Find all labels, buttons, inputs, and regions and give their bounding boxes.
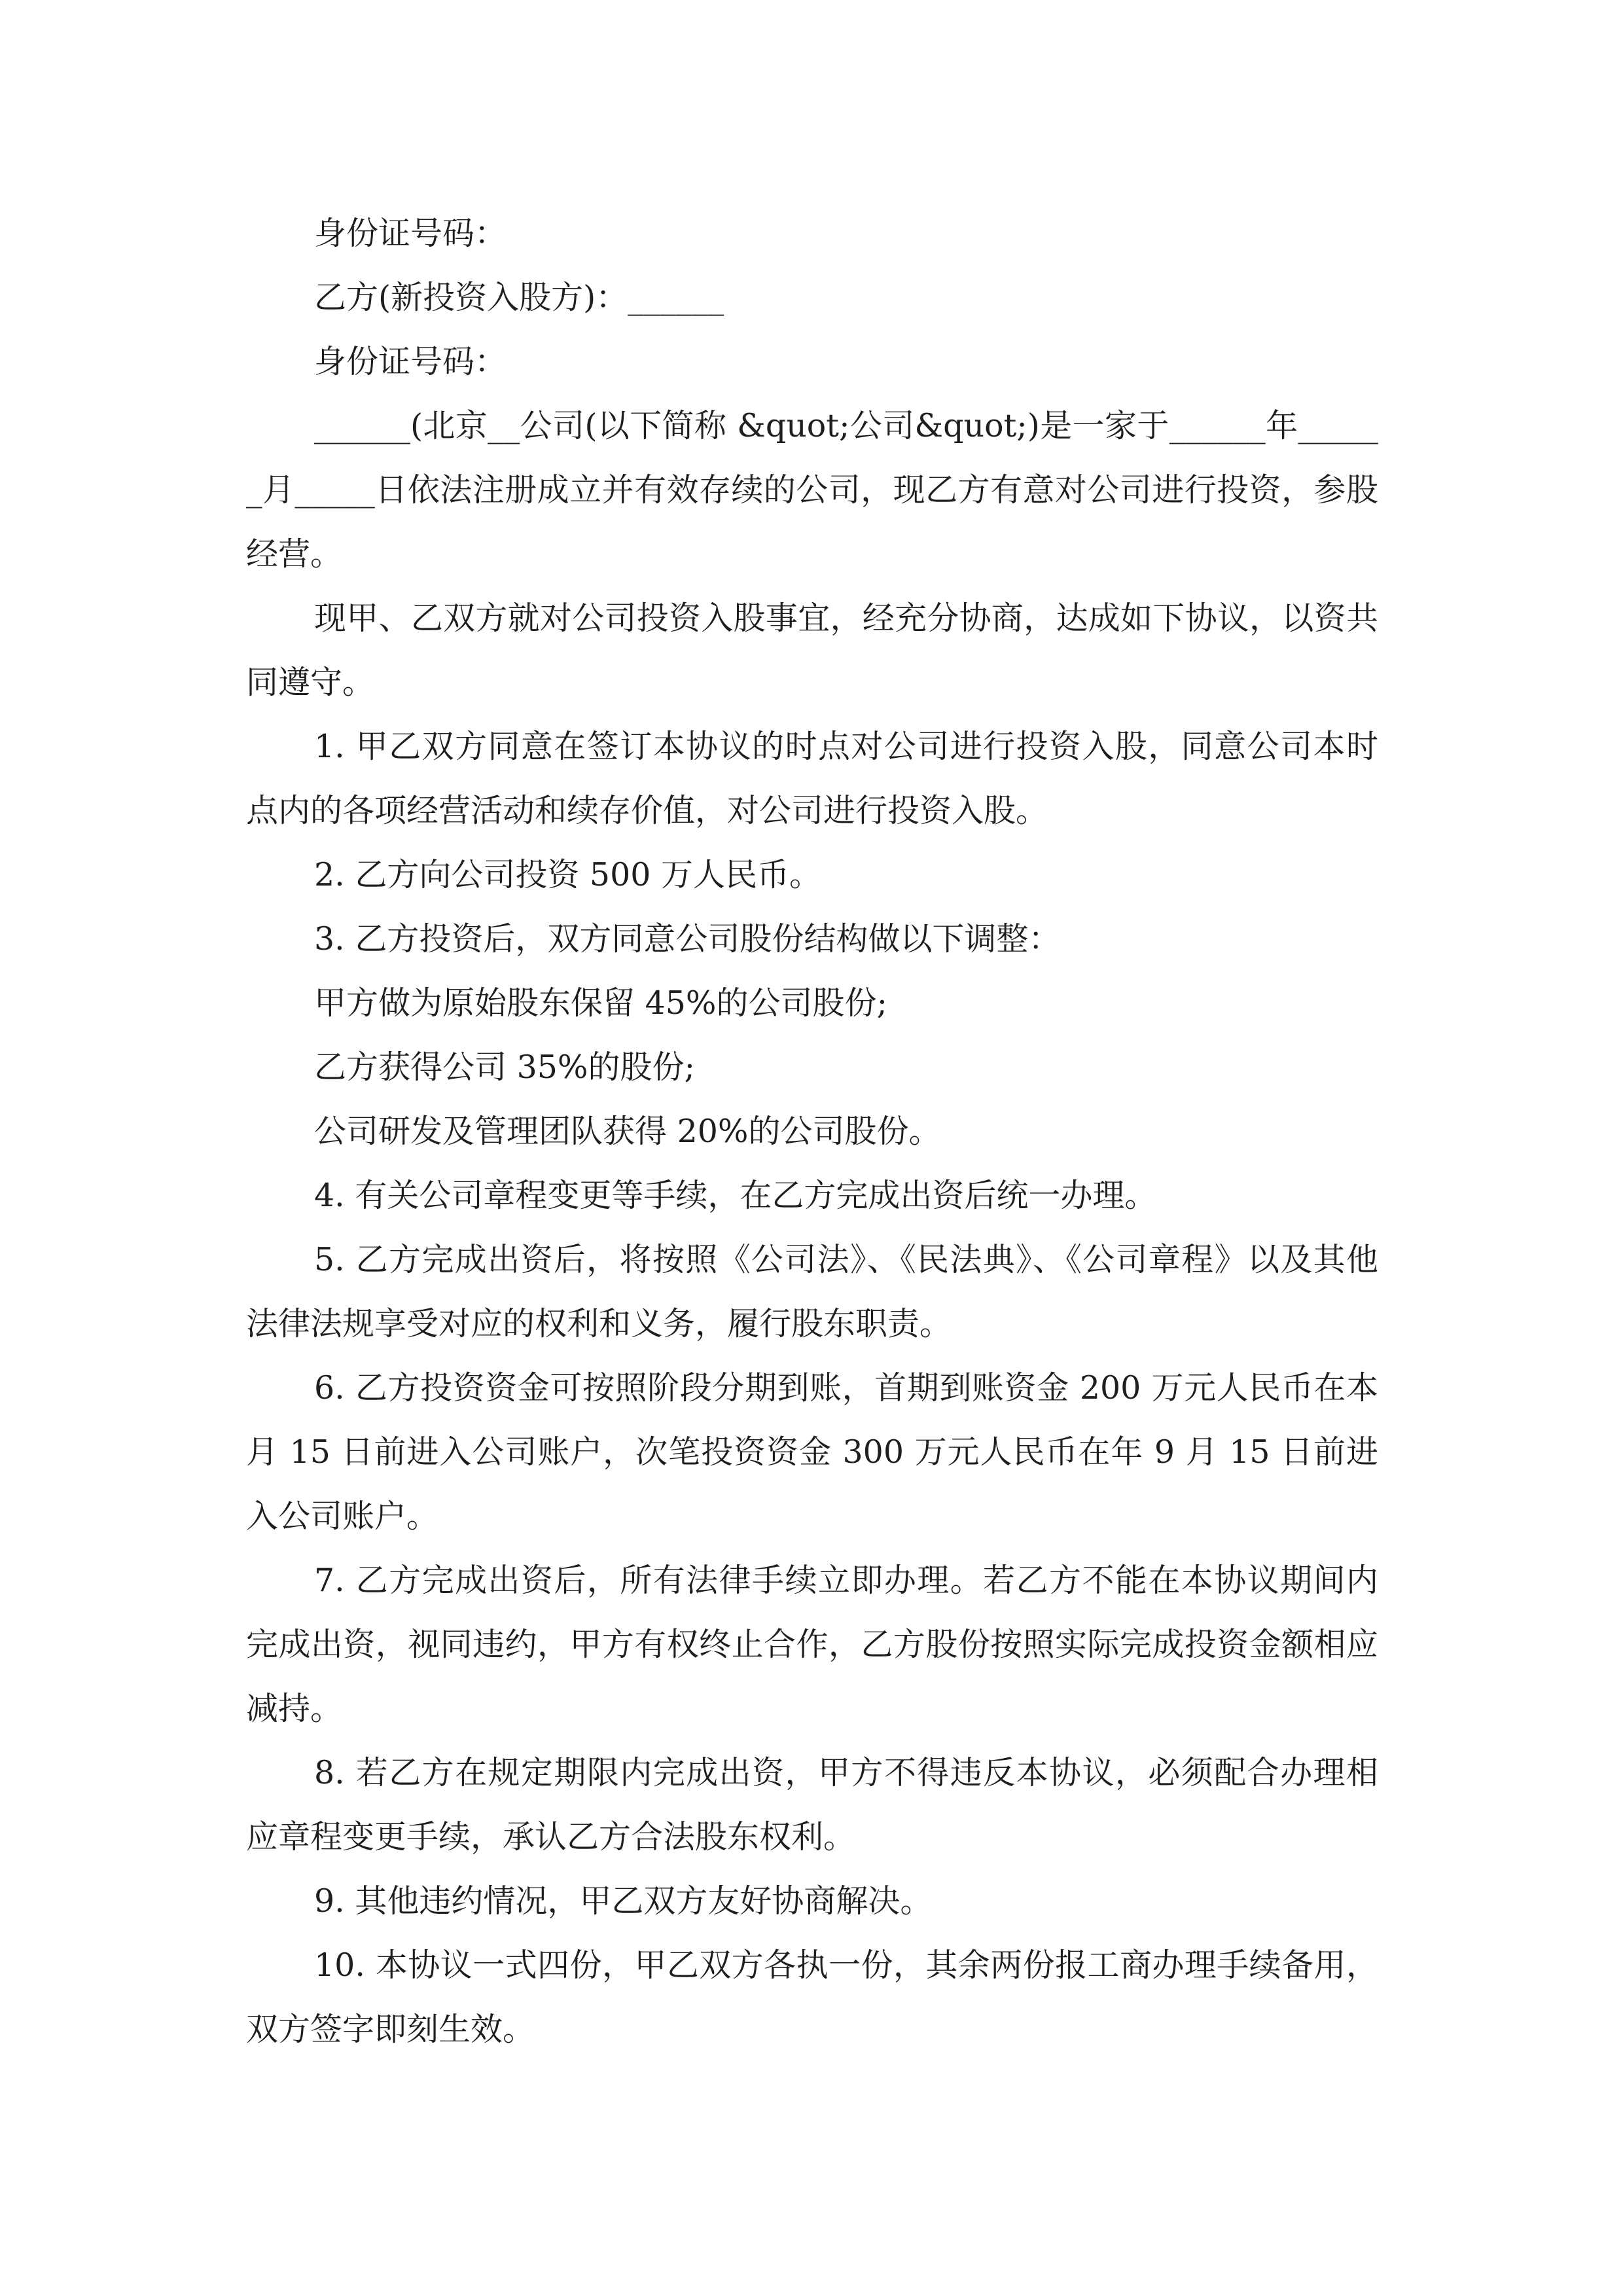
id-number-line-party-a: 身份证号码： xyxy=(314,215,507,252)
agreement-body xyxy=(246,202,1378,2062)
clause-9: 9. 其他违约情况，甲乙双方友好协商解决。 xyxy=(314,1882,933,1920)
clause-4: 4. 有关公司章程变更等手续，在乙方完成出资后统一办理。 xyxy=(314,1177,1157,1214)
share-item-party-a: 甲方做为原始股东保留 45%的公司股份; xyxy=(314,984,887,1022)
clause-2: 2. 乙方向公司投资 500 万人民币。 xyxy=(314,856,822,893)
clause-10: 10. 本协议一式四份，甲乙双方各执一份，其余两份报工商办理手续备用，双方签字即刻生效。 xyxy=(246,1946,1378,2048)
clause-3: 3. 乙方投资后，双方同意公司股份结构做以下调整： xyxy=(314,920,1061,958)
agreement-preamble: 现甲、乙双方就对公司投资入股事宜，经充分协商，达成如下协议，以资共同遵守。 xyxy=(246,600,1378,701)
share-item-team: 公司研发及管理团队获得 20%的公司股份。 xyxy=(314,1113,941,1150)
share-item-party-b: 乙方获得公司 35%的股份; xyxy=(314,1049,695,1086)
id-number-line-party-b: 身份证号码： xyxy=(314,343,507,380)
clause-8: 8. 若乙方在规定期限内完成出资，甲方不得违反本协议，必须配合办理相应章程变更手续，承认乙方合法股东权利。 xyxy=(246,1754,1378,1856)
clause-1: 1. 甲乙双方同意在签订本协议的时点对公司进行投资入股，同意公司本时点内的各项经营活动和续存价值，对公司进行投资入股。 xyxy=(246,728,1378,829)
company-intro-paragraph: ______(北京__公司(以下简称 &quot;公司&quot;)是一家于______年______月_____日依法注册成立并有效存续的公司，现乙方有意对公司进行投资，参股经营。 xyxy=(246,407,1378,573)
clause-5: 5. 乙方完成出资后，将按照《公司法》、《民法典》、《公司章程》以及其他法律法规享受对应的权利和义务，履行股东职责。 xyxy=(246,1241,1378,1342)
clause-6: 6. 乙方投资资金可按照阶段分期到账，首期到账资金 200 万元人民币在本月 15 日前进入公司账户，次笔投资资金 300 万元人民币在年 9 月 15 日前进入公司账户。 xyxy=(246,1369,1378,1535)
party-b-line: 乙方(新投资入股方)：______ xyxy=(314,279,724,316)
clause-7: 7. 乙方完成出资后，所有法律手续立即办理。若乙方不能在本协议期间内完成出资，视同违约，甲方有权终止合作，乙方股份按照实际完成投资金额相应减持。 xyxy=(246,1562,1378,1727)
